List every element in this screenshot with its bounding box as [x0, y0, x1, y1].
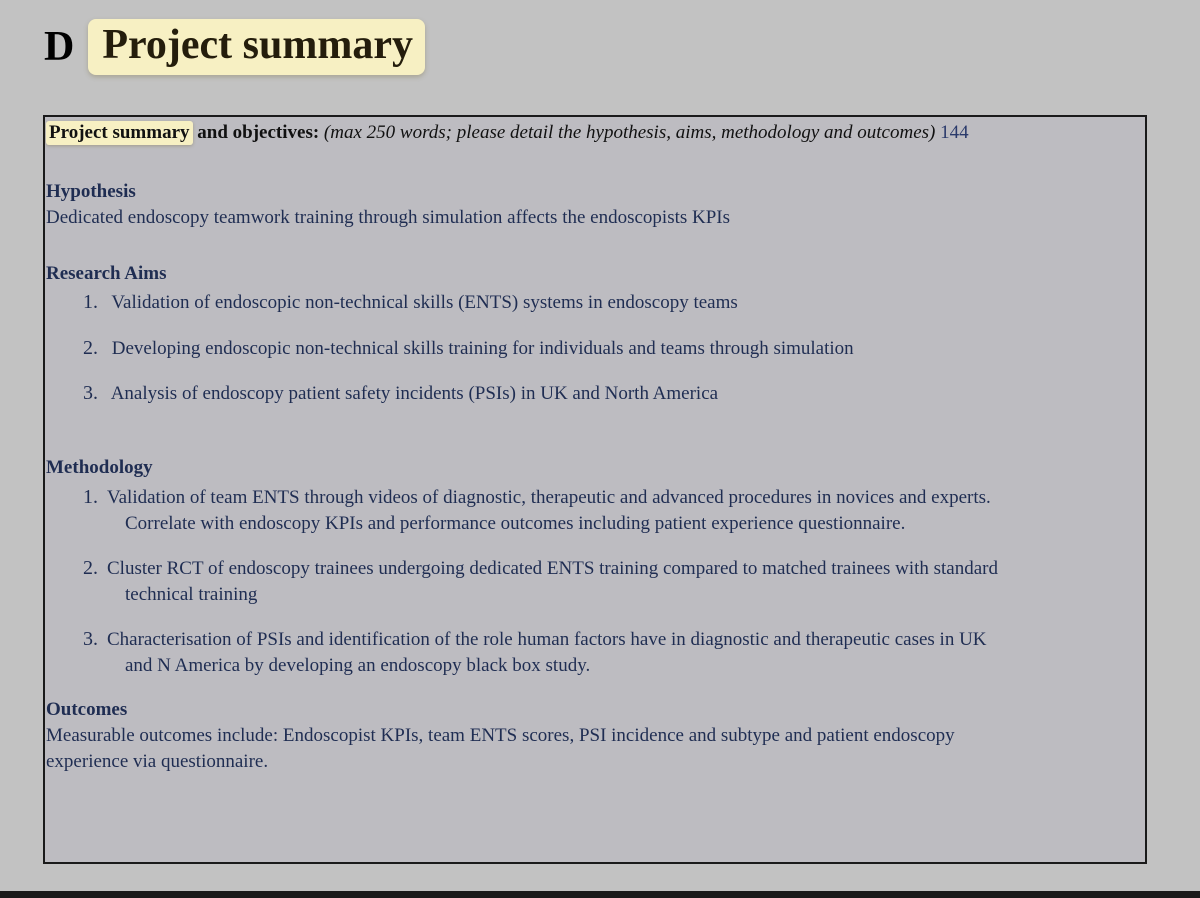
methodology-text-line1: Characterisation of PSIs and identification of the role human factors have in diagnostic and therapeutic cases in UK: [107, 629, 987, 650]
methodology-number: 1.: [83, 486, 98, 508]
research-aim-number: 2.: [83, 337, 98, 359]
research-aim-item: [83, 289, 1143, 316]
summary-label-bold: and objectives:: [192, 122, 320, 143]
research-aim-text: Validation of endoscopic non-technical skills (ENTS) systems in endoscopy teams: [111, 292, 738, 313]
methodology-text-line2: Correlate with endoscopy KPIs and performance outcomes including patient experience questionnaire.: [125, 513, 906, 534]
methodology-item: [83, 484, 1143, 537]
hypothesis-text: Dedicated endoscopy teamwork training through simulation affects the endoscopists KPIs: [46, 207, 731, 228]
section-letter: D: [44, 24, 75, 70]
section-title-highlighted: Project summary: [88, 19, 425, 75]
summary-highlight: Project summary: [46, 121, 193, 145]
summary-prompt-line: [46, 122, 969, 144]
methodology-text-line1: Cluster RCT of endoscopy trainees undergoing dedicated ENTS training compared to matched trainees with standard: [107, 558, 999, 579]
research-aim-text: Analysis of endoscopy patient safety incidents (PSIs) in UK and North America: [110, 383, 719, 404]
section-heading: [44, 18, 425, 76]
methodology-text-line2: technical training: [125, 584, 258, 605]
methodology-number: 2.: [83, 557, 98, 579]
research-aim-item: [83, 380, 1143, 407]
research-aim-number: 1.: [83, 291, 98, 313]
hypothesis-title: Hypothesis: [46, 181, 136, 202]
summary-instructions: (max 250 words; please detail the hypothesis, aims, methodology and outcomes): [319, 122, 936, 143]
methodology-item: [83, 626, 1143, 679]
methodology-text-line2: and N America by developing an endoscopy black box study.: [125, 655, 591, 676]
methodology-item: [83, 555, 1143, 608]
methodology-title: Methodology: [46, 457, 153, 478]
methodology-number: 3.: [83, 628, 98, 650]
hypothesis-section: [46, 179, 730, 231]
word-count: 144: [935, 122, 969, 143]
methodology-title-block: [46, 455, 153, 481]
outcomes-text-line2: experience via questionnaire.: [46, 751, 269, 772]
bottom-divider: [0, 891, 1200, 898]
research-aim-item: [83, 335, 1143, 362]
project-summary-form-box: [43, 115, 1147, 864]
research-aim-text: Developing endoscopic non-technical skills training for individuals and teams through simulation: [111, 338, 854, 359]
outcomes-section: [46, 697, 955, 775]
research-aims-title: Research Aims: [46, 263, 167, 284]
methodology-text-line1: Validation of team ENTS through videos of diagnostic, therapeutic and advanced procedures in novices and experts.: [107, 487, 991, 508]
outcomes-title: Outcomes: [46, 699, 128, 720]
research-aims-title-block: [46, 261, 167, 287]
outcomes-text-line1: Measurable outcomes include: Endoscopist KPIs, team ENTS scores, PSI incidence and subtype and patient endoscopy: [46, 725, 955, 746]
research-aim-number: 3.: [83, 382, 98, 404]
